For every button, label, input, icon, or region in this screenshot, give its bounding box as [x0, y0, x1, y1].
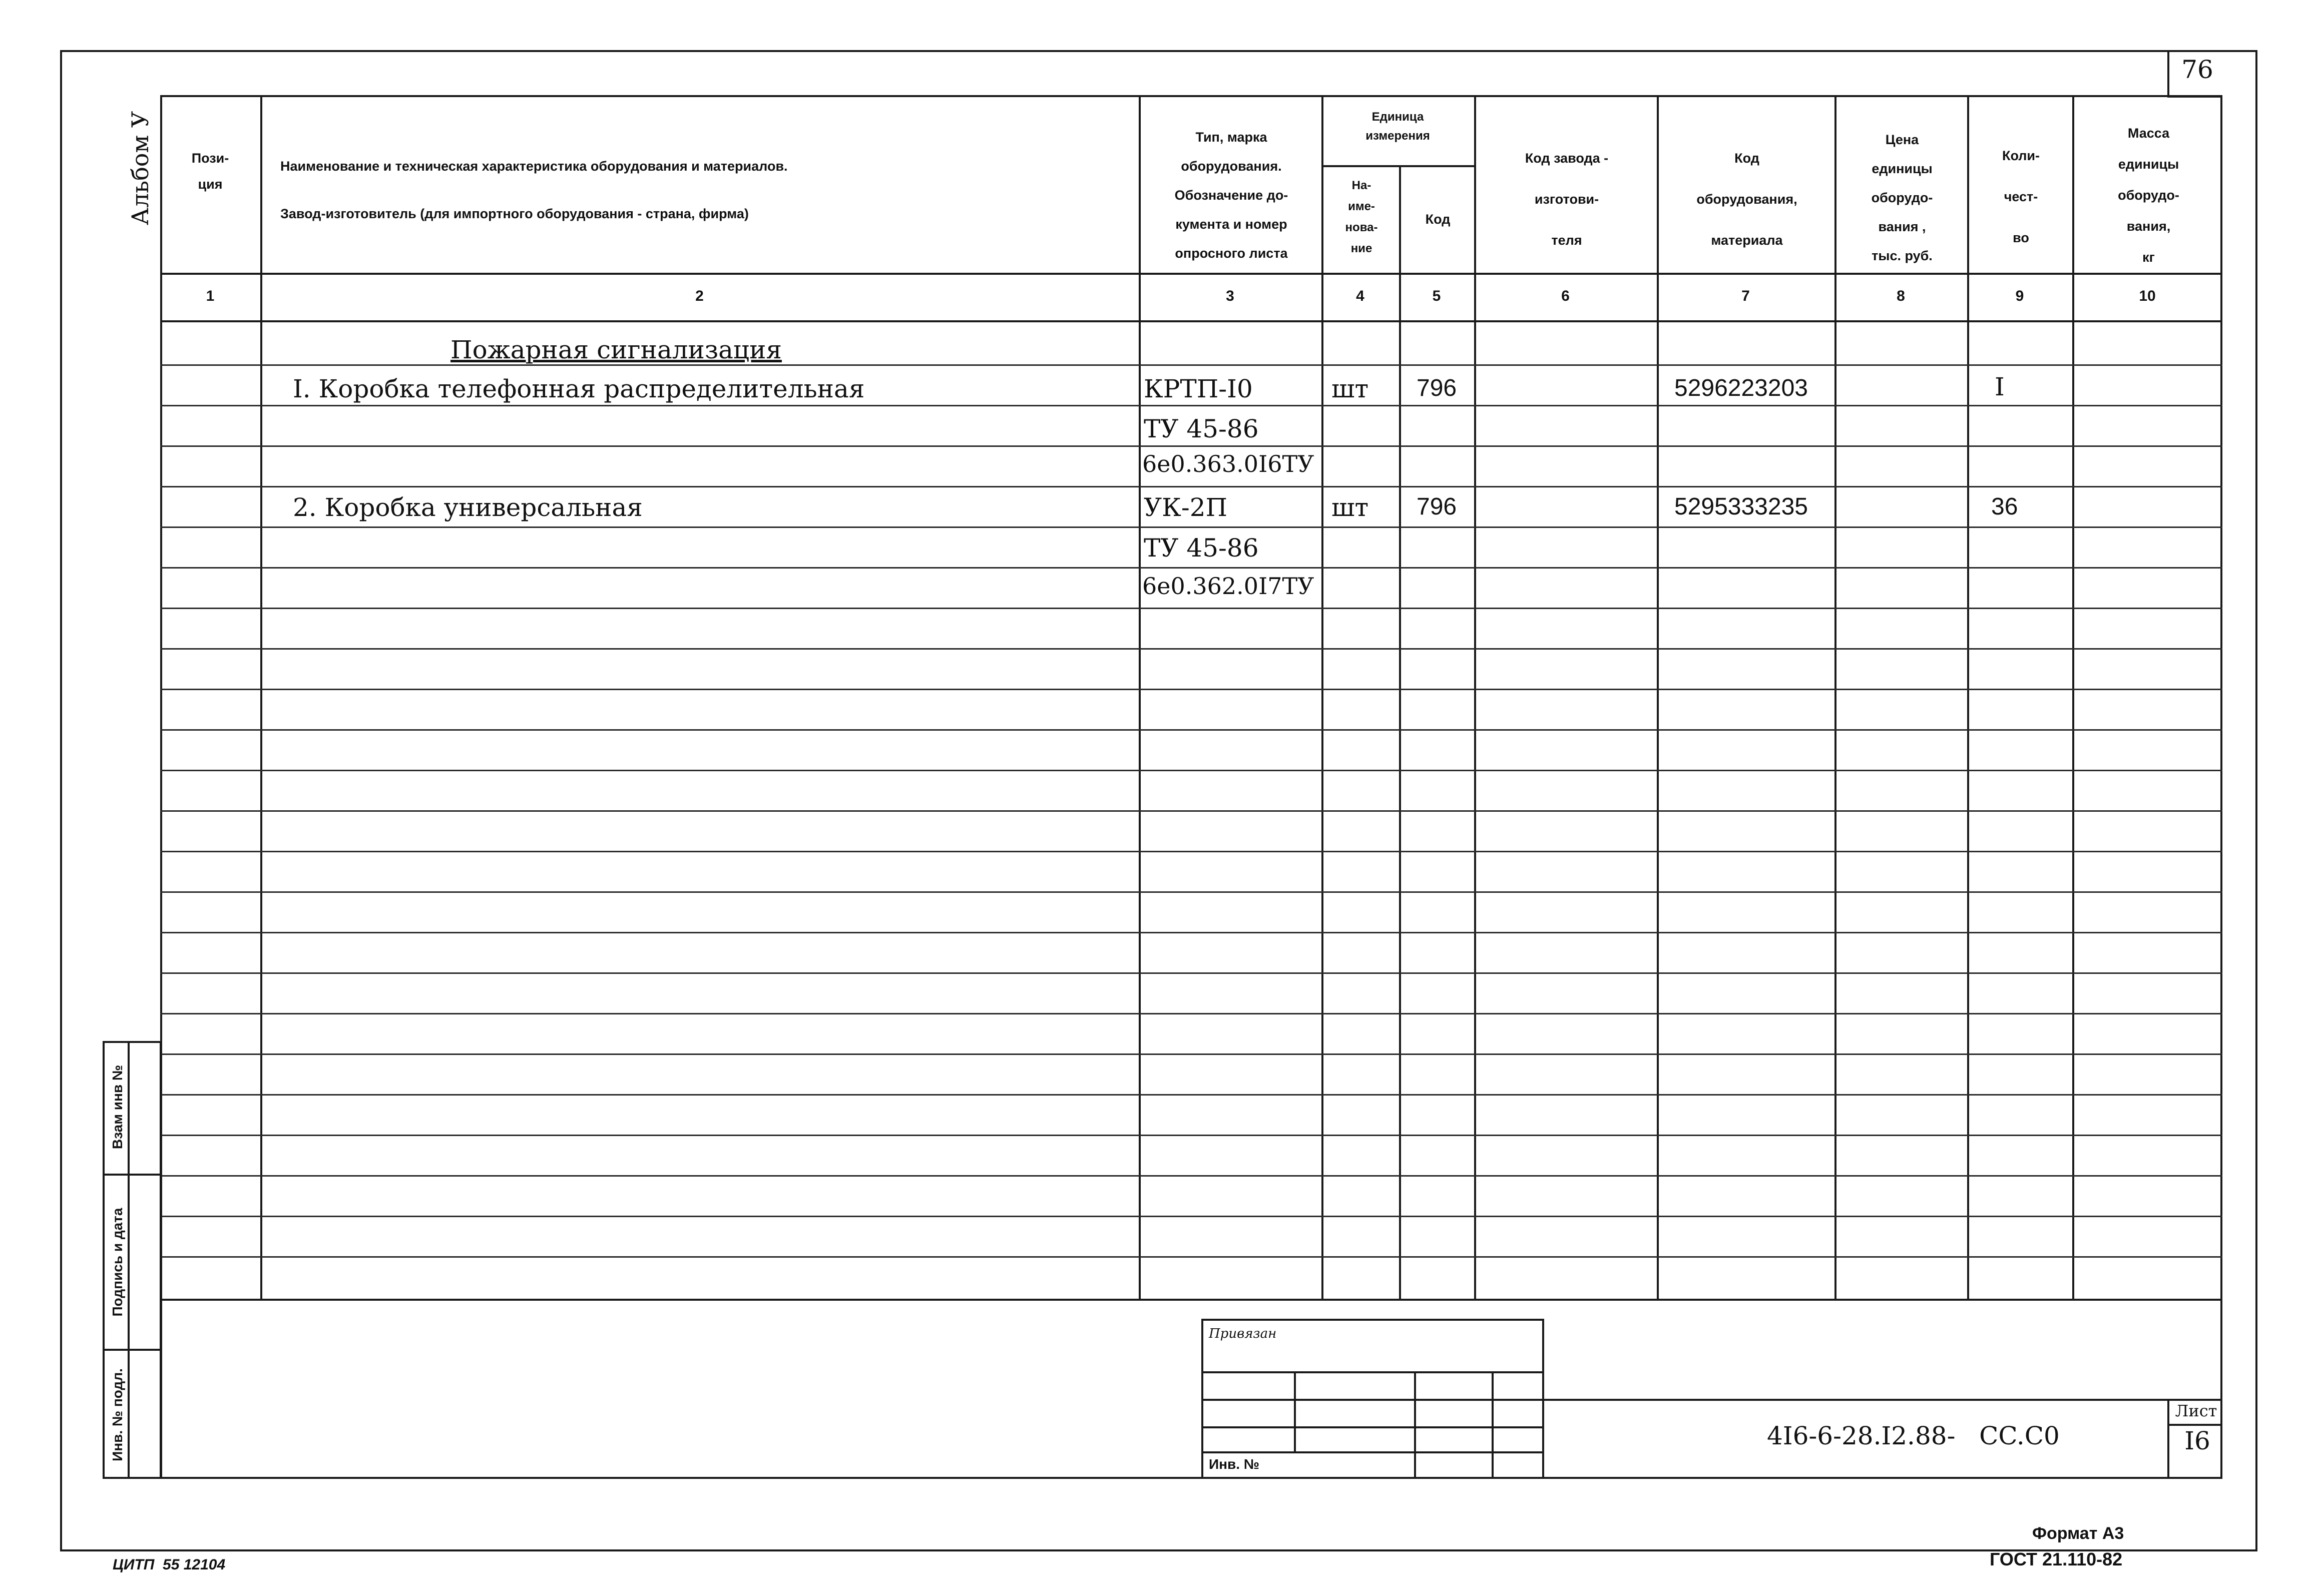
header-factory-code: Код завода - изготови- теля	[1525, 151, 1609, 248]
format-label: Формат А3	[2032, 1524, 2124, 1543]
column-number: 4	[1356, 288, 1364, 304]
item-type: УК-2П	[1144, 493, 1228, 522]
header-unit-code: Код	[1425, 212, 1451, 227]
column-number: 1	[206, 288, 215, 304]
item-unit: шт	[1331, 493, 1369, 522]
item-type: КРТП-I0	[1144, 374, 1253, 403]
item-doc-line: 6е0.363.0I6ТУ	[1142, 450, 1314, 477]
column-number: 3	[1226, 288, 1234, 304]
item-quantity: I	[1995, 372, 2005, 401]
header-mass: Масса единицы оборудо- вания, кг	[2118, 126, 2179, 265]
page-number: 76	[2181, 55, 2213, 84]
side-stamp-sign-date: Подпись и дата	[110, 1208, 125, 1317]
item-doc-line: ТУ 45-86	[1144, 534, 1259, 563]
inv-label: Инв. №	[1209, 1456, 1260, 1472]
column-number: 5	[1432, 288, 1441, 304]
sheet-label: Лист	[2175, 1401, 2217, 1420]
item-name: 2. Коробка универсальная	[293, 493, 643, 522]
album-label: Альбом У	[127, 111, 154, 225]
header-type: Тип, марка оборудования. Обозначение до- кумента и номер опросного листа	[1174, 130, 1288, 261]
header-quantity: Коли- чест- во	[2002, 148, 2040, 245]
item-name: I. Коробка телефонная распределительная	[293, 374, 865, 403]
column-number: 9	[2015, 288, 2024, 304]
column-number: 7	[1741, 288, 1750, 304]
header-name: Наименование и техническая характеристика оборудования и материалов. Завод-изготовитель (для импортного оборудования - страна, фирма)	[280, 159, 788, 221]
attached-label: Привязан	[1209, 1326, 1277, 1341]
header-price: Цена единицы оборудо- вания , тыс. руб.	[1871, 132, 1933, 263]
item-equipment-code: 5296223203	[1674, 375, 1808, 401]
item-unit-code: 796	[1417, 375, 1457, 401]
section-title: Пожарная сигнализация	[450, 335, 782, 364]
header-position: Пози- ция	[191, 151, 229, 192]
header-unit-name: На- име- нова- ние	[1345, 179, 1378, 255]
sheet-number: I6	[2184, 1426, 2210, 1455]
column-number: 2	[695, 288, 704, 304]
column-number: 10	[2139, 288, 2156, 304]
side-stamp-inv-replace: Взам инв №	[110, 1065, 125, 1150]
item-quantity: 36	[1991, 493, 2018, 520]
document-code: 4I6-6-28.I2.88- CC.C0	[1767, 1421, 2060, 1450]
header-equipment-code: Код оборудования, материала	[1696, 151, 1797, 248]
printer-label: ЦИТП 55 12104	[113, 1556, 226, 1573]
side-stamp-inv-original: Инв. № подл.	[110, 1368, 125, 1461]
item-doc-line: ТУ 45-86	[1144, 414, 1259, 443]
item-doc-line: 6е0.362.0I7ТУ	[1142, 573, 1314, 600]
item-unit-code: 796	[1417, 493, 1457, 520]
column-number: 8	[1897, 288, 1905, 304]
column-number: 6	[1561, 288, 1570, 304]
item-equipment-code: 5295333235	[1674, 493, 1808, 520]
standard-label: ГОСТ 21.110-82	[1990, 1549, 2123, 1569]
header-unit-group: Единица измерения	[1365, 110, 1430, 143]
item-unit: шт	[1331, 374, 1369, 403]
